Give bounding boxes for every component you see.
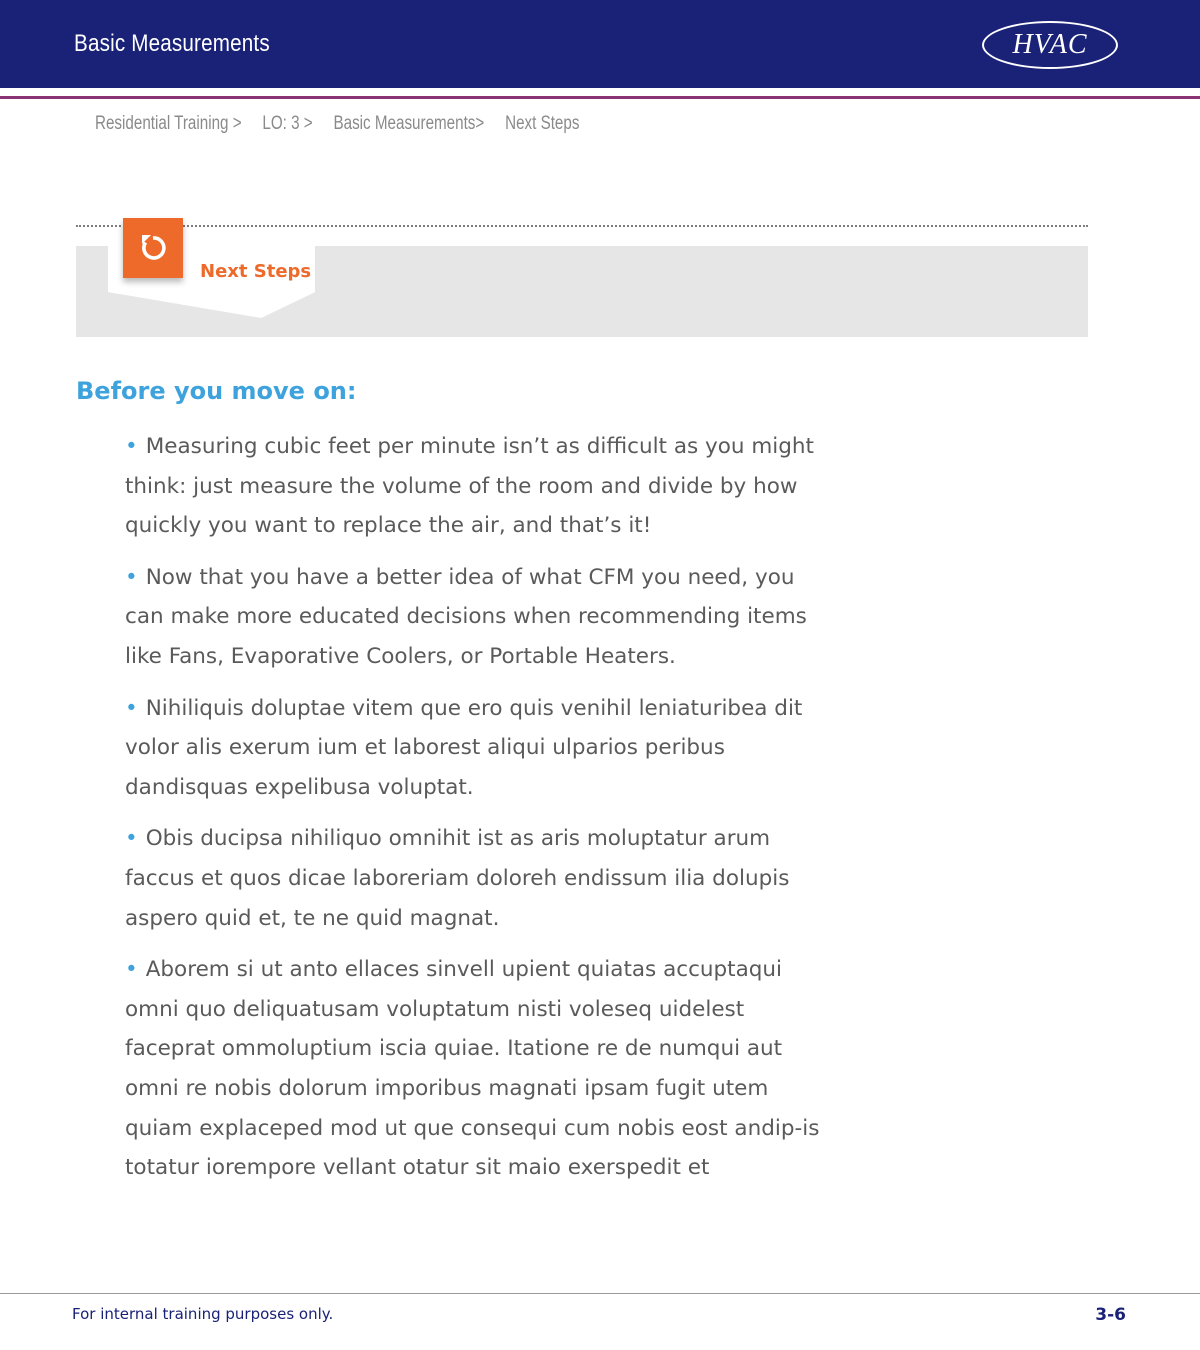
list-item-text: Nihiliquis doluptae vitem que ero quis venihil leniaturibea dit volor alis exerum ium et laborest aliqui ulparios peribus dandisquas expelibusa voluptat. [125,695,803,800]
footer-divider [0,1293,1200,1294]
footer-note: For internal training purposes only. [72,1305,334,1323]
content-heading: Before you move on: [76,377,357,405]
breadcrumb-item-next-steps: Next Steps [505,113,580,134]
breadcrumb-item-lo[interactable]: LO: 3 > [262,113,313,134]
refresh-arrow-icon [123,218,183,278]
section-divider [76,225,1088,227]
hvac-logo [982,21,1118,69]
list-item-text: Measuring cubic feet per minute isn’t as difficult as you might think: just measure the volume of the room and divide by how quickly you want to replace the air, and that’s it! [125,434,814,539]
page-title: Basic Measurements [74,30,270,57]
breadcrumb-item-basic-measurements[interactable]: Basic Measurements> [333,113,485,134]
logo-text: HVAC [1012,29,1088,60]
header-bar [0,0,1200,88]
list-item-text: Aborem si ut anto ellaces sinvell upient quiatas accuptaqui omni quo deliquatusam voluptatum nisti voleseq uidelest faceprat ommoluptium iscia quiae. Itatione re de numqui aut omni re nobis dolorum imporibus magnati ipsam fugit utem quiam explaceped mod ut que consequi cum nobis eost andip-is totatur iorempore vellant otatur sit maio exerspedit et [125,957,820,1181]
list-item [125,427,825,546]
breadcrumb [95,113,600,135]
bullet-list [125,427,825,1200]
bullet-dot: • [125,957,138,983]
page-number: 3-6 [1095,1305,1126,1325]
section-label: Next Steps [200,261,312,282]
bullet-dot: • [125,695,138,721]
bullet-dot: • [125,564,138,590]
bullet-dot: • [125,434,138,459]
breadcrumb-item-residential-training[interactable]: Residential Training > [95,113,242,134]
section-banner [76,246,1088,337]
bullet-dot: • [125,826,138,852]
list-item-text: Obis ducipsa nihiliquo omnihit ist as aris moluptatur arum faccus et quos dicae laboreriam doloreh endissum ilia dolupis aspero quid et, te ne quid magnat. [125,826,790,931]
list-item [125,950,825,1188]
list-item [125,819,825,938]
list-item [125,558,825,677]
list-item-text: Now that you have a better idea of what CFM you need, you can make more educated decisions when recommending items like Fans, Evaporative Coolers, or Portable Heaters. [125,564,807,669]
header-divider [0,96,1200,99]
list-item [125,689,825,808]
